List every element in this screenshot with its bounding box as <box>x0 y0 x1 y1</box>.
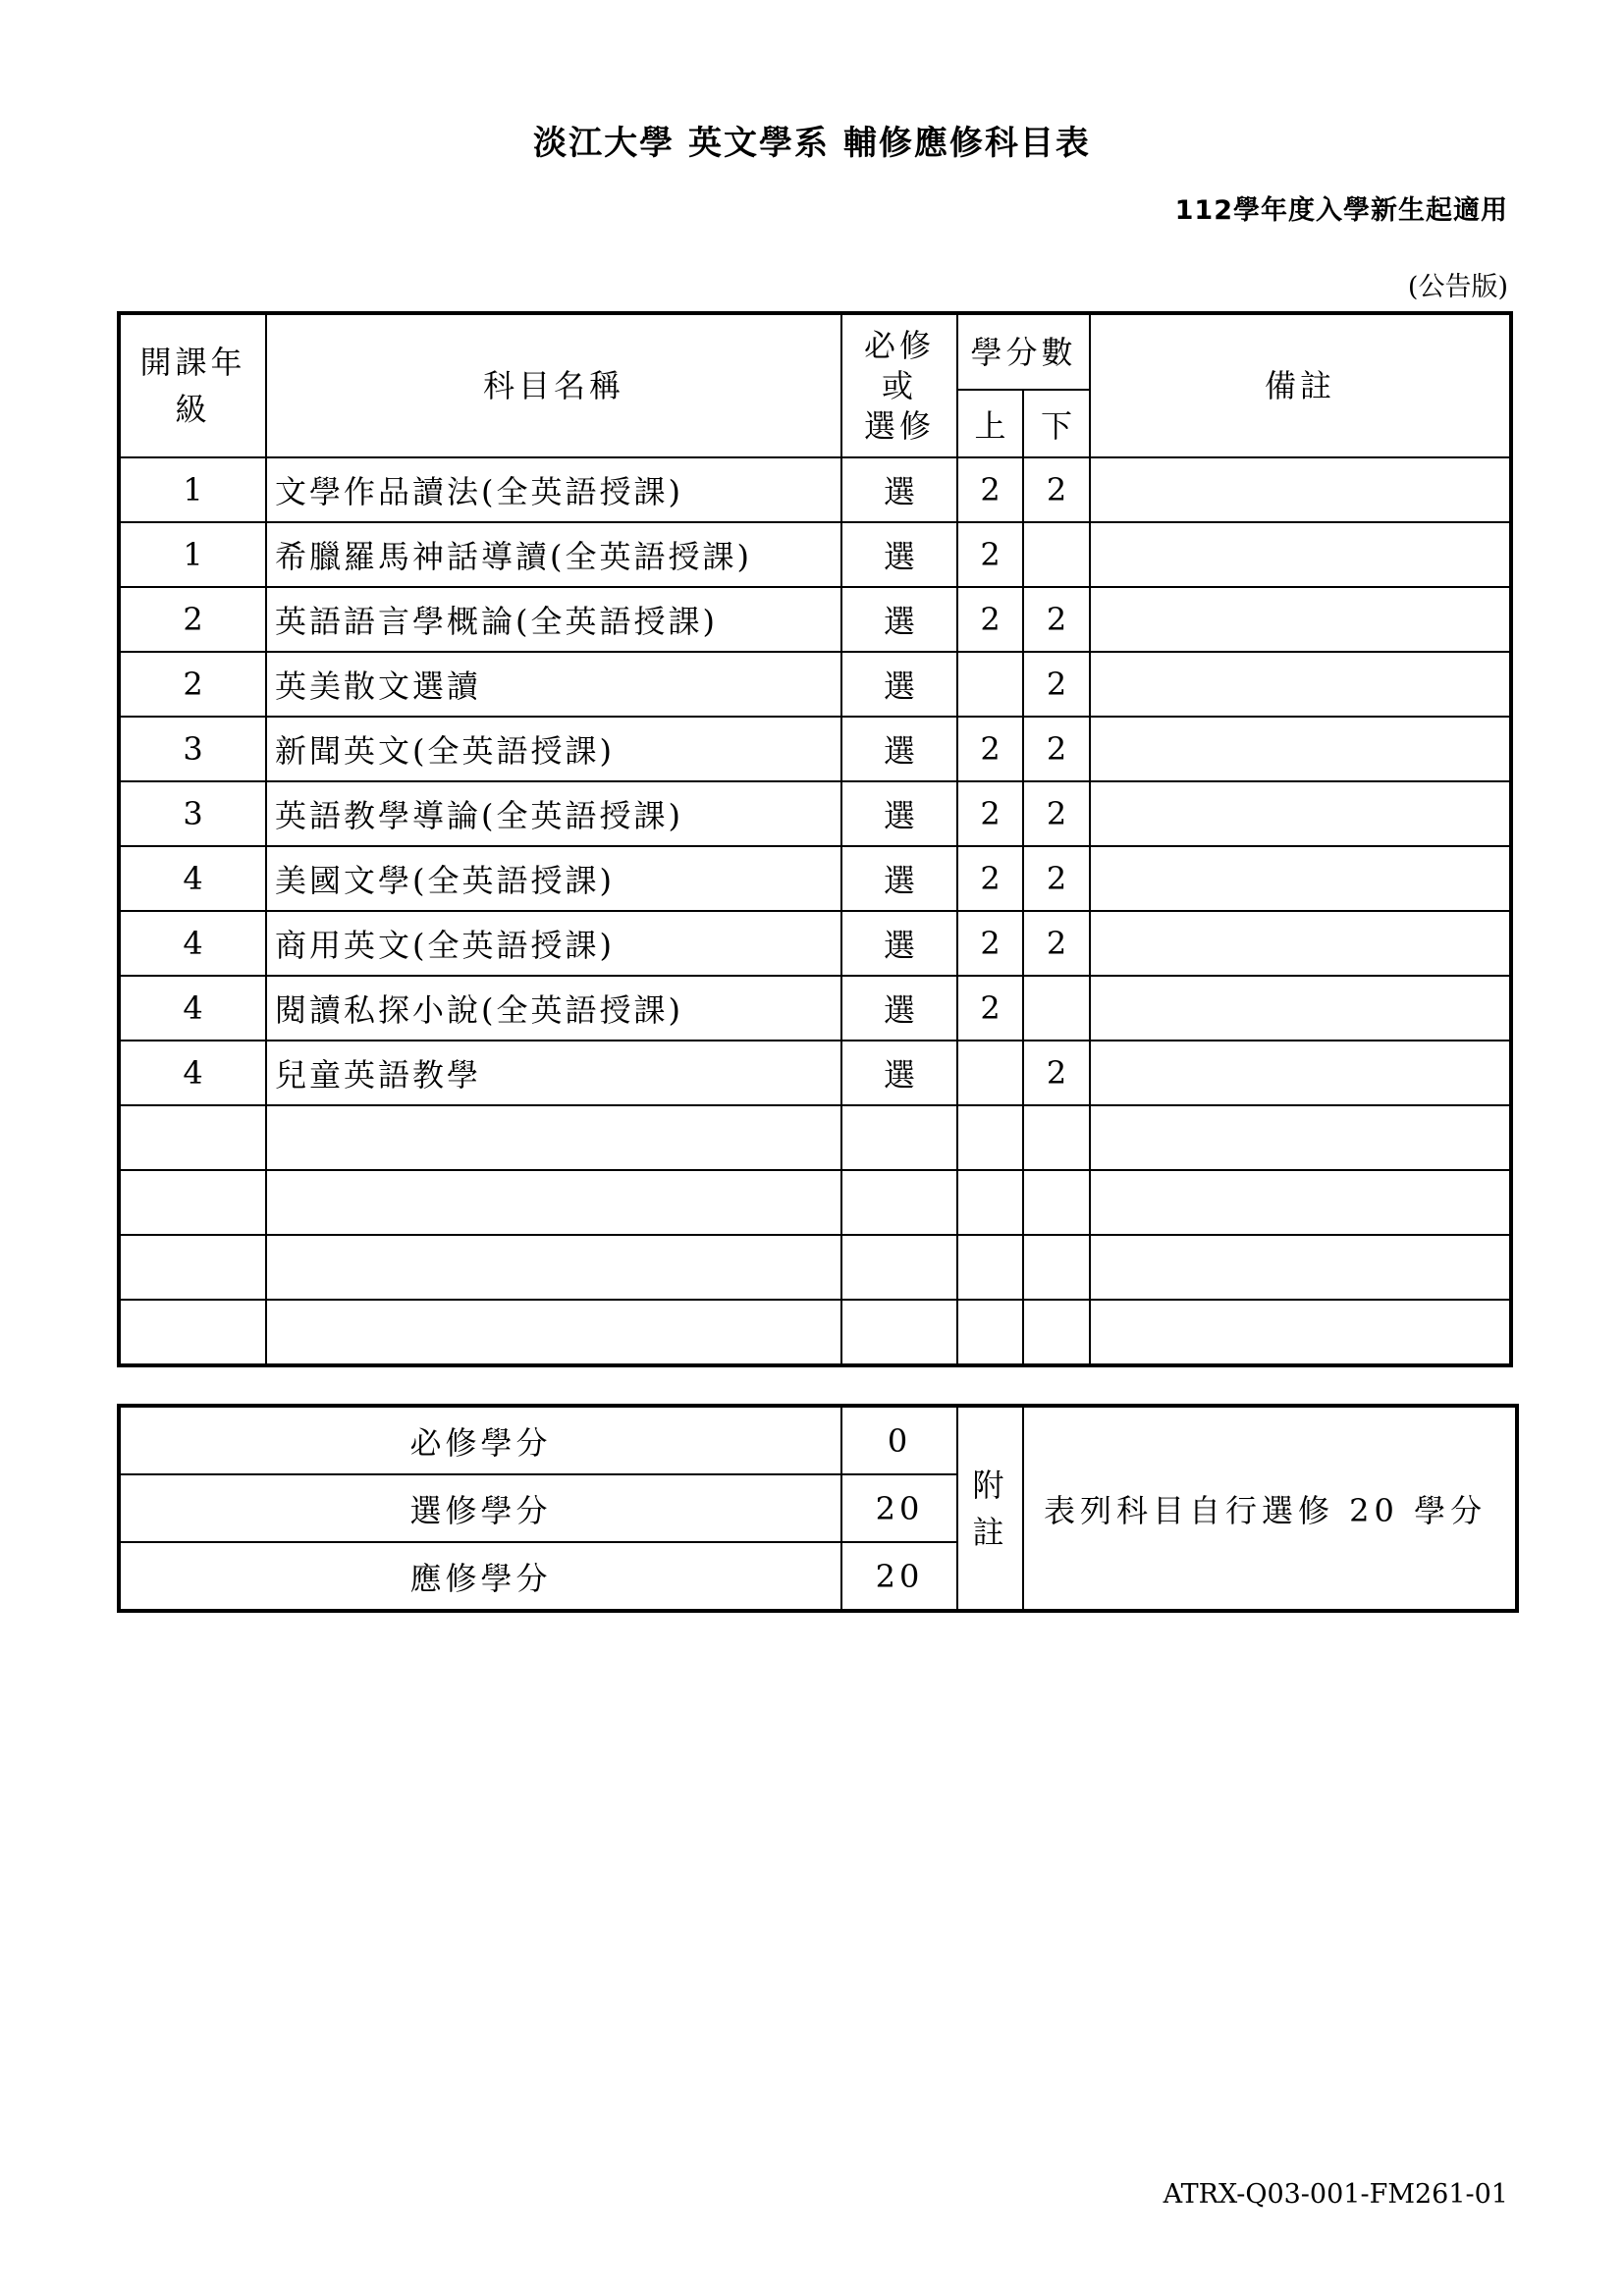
course-year: 2 <box>119 587 266 652</box>
course-type: 選 <box>841 522 957 587</box>
course-name: 商用英文(全英語授課) <box>266 911 841 976</box>
course-type: 選 <box>841 587 957 652</box>
course-name <box>266 1105 841 1170</box>
course-type: 選 <box>841 652 957 717</box>
course-type <box>841 1235 957 1300</box>
header-lower-semester: 下 <box>1023 390 1090 457</box>
summary-table <box>117 1404 1519 1613</box>
credits-upper: 2 <box>957 717 1023 781</box>
credits-upper: 2 <box>957 911 1023 976</box>
course-type <box>841 1300 957 1365</box>
course-type <box>841 1170 957 1235</box>
course-name: 新聞英文(全英語授課) <box>266 717 841 781</box>
course-name: 兒童英語教學 <box>266 1041 841 1105</box>
credits-upper: 2 <box>957 781 1023 846</box>
course-type: 選 <box>841 1041 957 1105</box>
course-name: 文學作品讀法(全英語授課) <box>266 457 841 522</box>
course-remark <box>1090 781 1511 846</box>
credits-lower: 2 <box>1023 587 1090 652</box>
course-remark <box>1090 457 1511 522</box>
table-row <box>119 1235 1511 1300</box>
course-name <box>266 1300 841 1365</box>
credits-lower <box>1023 522 1090 587</box>
table-row <box>119 717 1511 781</box>
credits-lower: 2 <box>1023 652 1090 717</box>
course-type: 選 <box>841 457 957 522</box>
applicable-cohort: 112學年度入學新生起適用 <box>1174 195 1508 226</box>
course-year: 3 <box>119 717 266 781</box>
table-row <box>119 522 1511 587</box>
course-year <box>119 1105 266 1170</box>
course-remark <box>1090 846 1511 911</box>
credits-upper: 2 <box>957 522 1023 587</box>
total-credits-value: 20 <box>841 1542 957 1611</box>
course-remark <box>1090 911 1511 976</box>
course-year: 4 <box>119 846 266 911</box>
credits-lower: 2 <box>1023 911 1090 976</box>
credits-lower: 2 <box>1023 781 1090 846</box>
table-row <box>119 1170 1511 1235</box>
course-type: 選 <box>841 911 957 976</box>
credits-lower <box>1023 1105 1090 1170</box>
course-type: 選 <box>841 781 957 846</box>
table-row <box>119 652 1511 717</box>
credits-upper: 2 <box>957 976 1023 1041</box>
course-year <box>119 1300 266 1365</box>
credits-lower: 2 <box>1023 846 1090 911</box>
course-year: 4 <box>119 976 266 1041</box>
course-remark <box>1090 1300 1511 1365</box>
header-credits: 學分數 <box>957 313 1090 390</box>
course-name: 英語教學導論(全英語授課) <box>266 781 841 846</box>
credits-lower <box>1023 1170 1090 1235</box>
table-row <box>119 587 1511 652</box>
table-row <box>119 457 1511 522</box>
course-name <box>266 1235 841 1300</box>
course-year <box>119 1235 266 1300</box>
table-row <box>119 911 1511 976</box>
course-remark <box>1090 522 1511 587</box>
header-remarks: 備註 <box>1090 313 1511 457</box>
credits-upper <box>957 1041 1023 1105</box>
course-remark <box>1090 1170 1511 1235</box>
elective-credits-value: 20 <box>841 1474 957 1542</box>
credits-upper <box>957 1105 1023 1170</box>
table-row <box>119 1300 1511 1365</box>
course-type: 選 <box>841 976 957 1041</box>
header-required-elective: 必修 或 選修 <box>841 313 957 457</box>
course-remark <box>1090 652 1511 717</box>
document-title: 淡江大學 英文學系 輔修應修科目表 <box>533 124 1091 163</box>
table-row <box>119 976 1511 1041</box>
credits-upper <box>957 1235 1023 1300</box>
course-year: 4 <box>119 1041 266 1105</box>
note-label: 附 註 <box>957 1406 1023 1611</box>
course-remark <box>1090 976 1511 1041</box>
course-name: 希臘羅馬神話導讀(全英語授課) <box>266 522 841 587</box>
total-credits-label: 應修學分 <box>119 1542 841 1611</box>
course-year: 2 <box>119 652 266 717</box>
course-year: 3 <box>119 781 266 846</box>
course-table <box>117 311 1513 1367</box>
course-name <box>266 1170 841 1235</box>
course-name: 美國文學(全英語授課) <box>266 846 841 911</box>
course-name: 英語語言學概論(全英語授課) <box>266 587 841 652</box>
header-year: 開課年 級 <box>119 313 266 457</box>
form-code: ATRX-Q03-001-FM261-01 <box>1163 2179 1508 2210</box>
header-course-name: 科目名稱 <box>266 313 841 457</box>
table-row <box>119 1041 1511 1105</box>
credits-lower: 2 <box>1023 1041 1090 1105</box>
course-remark <box>1090 1235 1511 1300</box>
credits-upper <box>957 1300 1023 1365</box>
header-upper-semester: 上 <box>957 390 1023 457</box>
course-remark <box>1090 1041 1511 1105</box>
course-remark <box>1090 717 1511 781</box>
credits-lower <box>1023 1235 1090 1300</box>
course-name: 英美散文選讀 <box>266 652 841 717</box>
credits-lower <box>1023 976 1090 1041</box>
header-row <box>119 313 1511 390</box>
course-year: 1 <box>119 457 266 522</box>
credits-upper: 2 <box>957 846 1023 911</box>
course-year: 1 <box>119 522 266 587</box>
summary-row-required <box>119 1406 1517 1474</box>
course-remark <box>1090 587 1511 652</box>
required-credits-value: 0 <box>841 1406 957 1474</box>
version-label: (公告版) <box>1407 272 1508 302</box>
credits-upper: 2 <box>957 457 1023 522</box>
credits-upper <box>957 652 1023 717</box>
credits-upper: 2 <box>957 587 1023 652</box>
credits-lower: 2 <box>1023 717 1090 781</box>
course-year <box>119 1170 266 1235</box>
note-text: 表列科目自行選修 20 學分 <box>1023 1406 1517 1611</box>
course-year: 4 <box>119 911 266 976</box>
course-type: 選 <box>841 717 957 781</box>
credits-lower: 2 <box>1023 457 1090 522</box>
required-credits-label: 必修學分 <box>119 1406 841 1474</box>
course-type: 選 <box>841 846 957 911</box>
course-type <box>841 1105 957 1170</box>
table-row <box>119 846 1511 911</box>
elective-credits-label: 選修學分 <box>119 1474 841 1542</box>
credits-upper <box>957 1170 1023 1235</box>
table-row <box>119 1105 1511 1170</box>
credits-lower <box>1023 1300 1090 1365</box>
course-remark <box>1090 1105 1511 1170</box>
course-name: 閱讀私探小說(全英語授課) <box>266 976 841 1041</box>
table-row <box>119 781 1511 846</box>
